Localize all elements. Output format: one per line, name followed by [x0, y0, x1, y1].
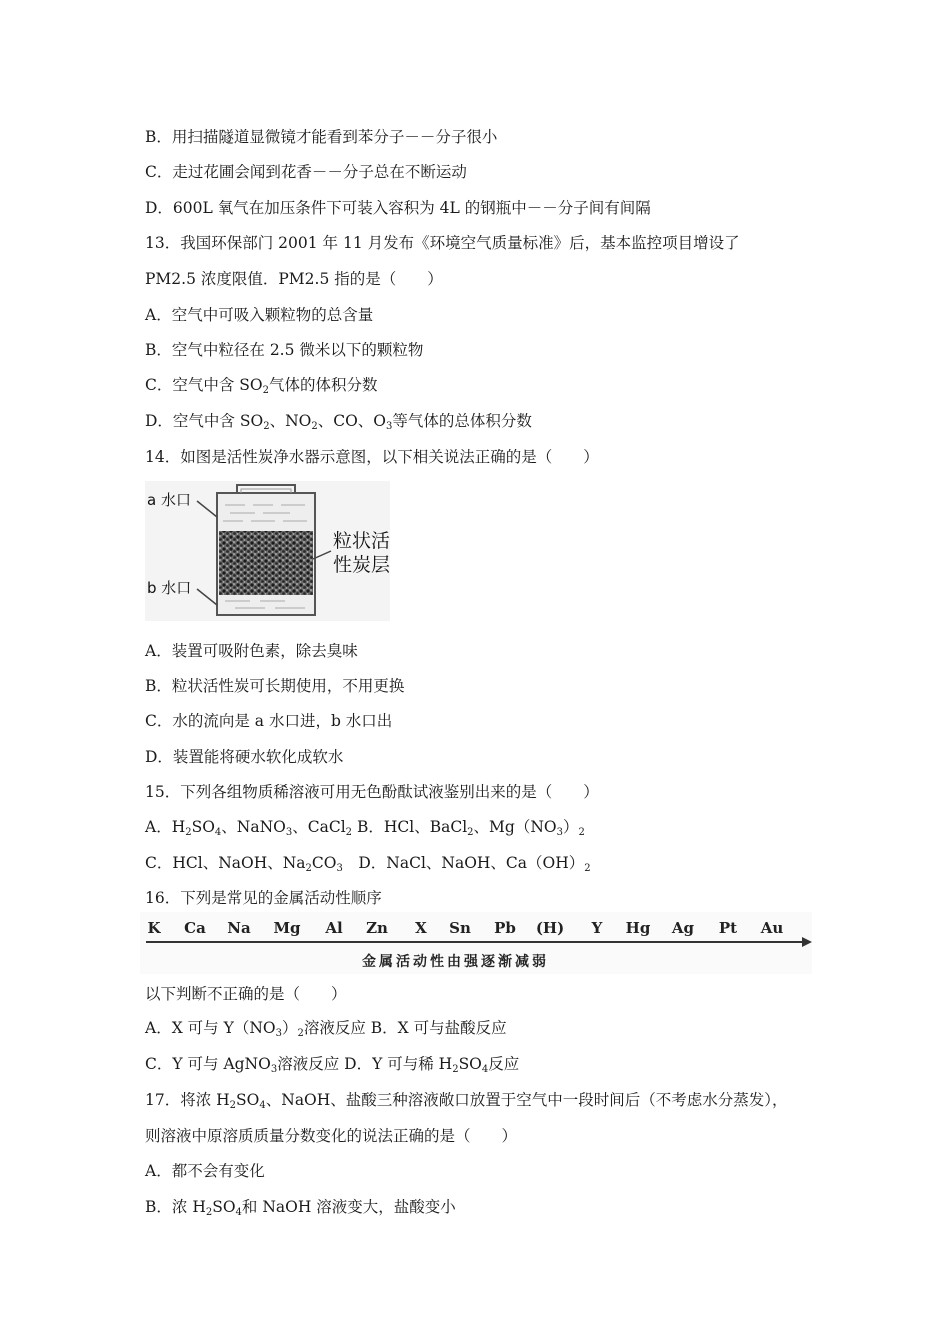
- activity-element-label: Zn: [366, 919, 388, 937]
- carbon-layer-label-line1: 粒状活: [333, 530, 390, 552]
- activity-element-label: Mg: [273, 919, 301, 937]
- q16-options-cd: C．Y 可与 AgNO$_3$溶液反应 D．Y 可与稀 $H_2SO_4$反应: [145, 1055, 520, 1075]
- activity-element-label: X: [415, 919, 427, 937]
- activity-element-label: Sn: [449, 919, 471, 937]
- q13-option-d: D．空气中含 $SO_2$、$NO_2$、CO、$O_3$等气体的总体积分数: [145, 412, 532, 432]
- q13-option-c: C．空气中含 $SO_2$气体的体积分数: [145, 376, 378, 396]
- q13-stem-line2: PM2.5 浓度限值．PM2.5 指的是（ ）: [145, 270, 443, 288]
- q13-option-a: A．空气中可吸入颗粒物的总含量: [145, 306, 374, 324]
- carbon-layer-label-line2: 性炭层: [333, 554, 390, 576]
- activated-carbon-layer: [219, 531, 313, 595]
- activity-element-label: Al: [325, 919, 343, 937]
- q14-option-d: D．装置能将硬水软化成软水: [145, 748, 344, 766]
- activity-element-label: Pt: [718, 919, 738, 937]
- water-purifier-figure: [145, 481, 390, 621]
- q17-option-a: A．都不会有变化: [145, 1162, 265, 1180]
- q15-options-ab: A．$H_2SO_4$、NaNO$_3$、CaCl$_2$ B．HCl、BaCl$_2$、$Mg(NO_3)_2$: [145, 818, 585, 838]
- q17-option-b: B．浓 $H_2SO_4$和 NaOH 溶液变大，盐酸变小: [145, 1198, 456, 1218]
- q17-stem-line2: 则溶液中原溶质质量分数变化的说法正确的是（ ）: [145, 1127, 518, 1145]
- q16-stem: 16．下列是常见的金属活动性顺序: [145, 889, 382, 907]
- activity-element-label: Y: [591, 919, 603, 937]
- q13-option-b: B．空气中粒径在 2.5 微米以下的颗粒物: [145, 341, 424, 359]
- q12-option-d: D．600L 氧气在加压条件下可装入容积为 4L 的钢瓶中－－分子间有间隔: [145, 199, 651, 217]
- q14-option-c: C．水的流向是 a 水口进，b 水口出: [145, 712, 393, 730]
- q15-options-cd: C．HCl、NaOH、$Na_2CO_3$ D．NaCl、NaOH、$Ca(OH)_2$: [145, 854, 591, 874]
- q12-option-b: B．用扫描隧道显微镜才能看到苯分子－－分子很小: [145, 128, 498, 146]
- q15-stem: 15．下列各组物质稀溶液可用无色酚酞试液鉴别出来的是（ ）: [145, 783, 599, 801]
- activity-element-label: Na: [227, 919, 251, 937]
- activity-element-label: Au: [760, 919, 784, 937]
- q13-stem-line1: 13．我国环保部门 2001 年 11 月发布《环境空气质量标准》后，基本监控项目增设了: [145, 234, 740, 252]
- activity-element-label: Pb: [494, 919, 516, 937]
- activity-element-label: (H): [535, 919, 565, 937]
- q14-stem: 14．如图是活性炭净水器示意图，以下相关说法正确的是（ ）: [145, 448, 599, 466]
- q12-option-c: C．走过花圃会闻到花香－－分子总在不断运动: [145, 163, 467, 181]
- activity-element-label: K: [147, 919, 161, 937]
- q17-stem-line1: 17．将浓 $H_2SO_4$、NaOH、盐酸三种溶液敞口放置于空气中一段时间后（不考虑水分蒸发），: [145, 1091, 788, 1111]
- activity-element-label: Ag: [671, 919, 695, 937]
- q14-option-a: A．装置可吸附色素，除去臭味: [145, 642, 358, 660]
- q16-options-ab: A．X 可与 $Y(NO_3)_2$溶液反应 B．X 可与盐酸反应: [145, 1019, 507, 1039]
- q14-option-b: B．粒状活性炭可长期使用，不用更换: [145, 677, 405, 695]
- q16-prompt: 以下判断不正确的是（ ）: [145, 985, 347, 1003]
- inlet-a-label: a 水口: [147, 491, 191, 509]
- activity-element-label: Ca: [184, 919, 206, 937]
- metal-activity-series-figure: [140, 912, 812, 974]
- activity-caption: 金属活动性由强逐渐减弱: [362, 954, 549, 970]
- inlet-b-label: b 水口: [147, 579, 192, 597]
- activity-element-label: Hg: [625, 919, 651, 937]
